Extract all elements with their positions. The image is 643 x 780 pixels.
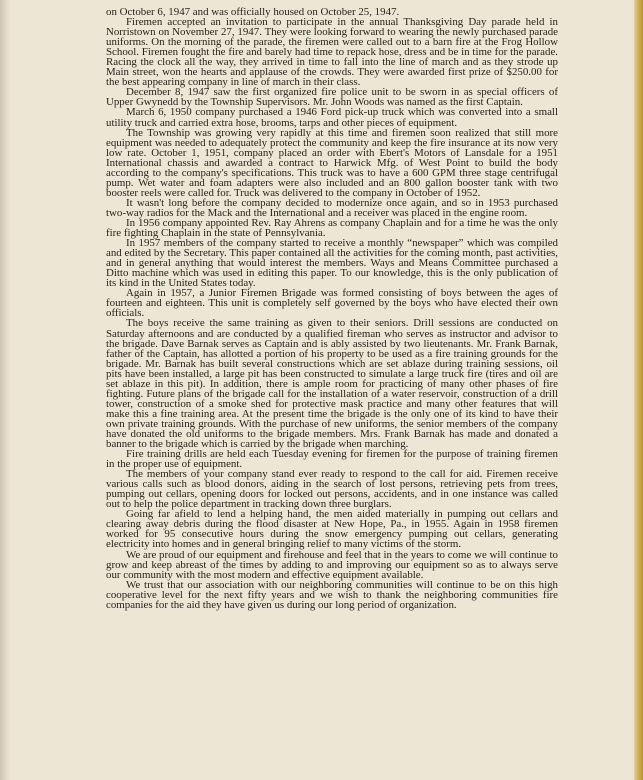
paragraph: Going far afield to lend a helping hand, the men aided materially in pumping out cellars and clearing away debris during the flood disaster at New Hope, Pa., in 1955. Again in 1958 firemen worked for 95 consecutive hours during the snow emergency pumping out cellars, generating electricity into homes and in general bringing relief to many victims of the storm. bbox=[106, 508, 558, 551]
paragraph: We are proud of our equipment and firehouse and feel that in the years to come we will continue to grow and keep abreast of the times by adding to and improving our equipment so as to always serve our community with the most modern and effective equipment available. bbox=[106, 548, 558, 581]
paragraph: December 8, 1947 saw the first organized fire police unit to be sworn in as special officers of Upper Gwynedd by the Township Supervisors. Mr. John Woods was named as the first Captain. bbox=[106, 86, 558, 109]
paragraph: Fire training drills are held each Tuesday evening for firemen for the purpose of training firemen in the proper use of equipment. bbox=[106, 448, 558, 471]
paragraph: The boys receive the same training as given to their seniors. Drill sessions are conducted on Saturday afternoons and are conducted by a qualified fireman who serves as instructor and advisor to the brigade. Dave Barnak serves as Captain and is ably assisted by two lieutenants. Mr. Frank Barnak, father of the Captain, has allotted a portion of his property to be used as a fire training grounds for the brigade. Mr. Barnak has built several constructions which are set ablaze during training sessions, oil pits have been installed, a large pit has been constructed to simulate a large truck fire (tires and oil are set ablaze in this pit). In addition, there is ample room for practicing of many other phases of fire fighting. Future plans of the brigade call for the installation of a water reservoir, construction of a drill tower, construction of a smoke shed for protective mask practice and many other features that will make this a fine training area. At the present time the brigade is the only one of its kind to have their own private training grounds. With the purchase of new uniforms, the senior members of the company have donated the old uniforms to the brigade members. Mrs. Frank Barnak has made and donated a banner to the brigade which is carried by the brigade when marching. bbox=[106, 317, 558, 451]
paragraph: Firemen accepted an invitation to participate in the annual Thanksgiving Day parade held in Norristown on November 27, 1947. They were looking forward to wearing the newly purchased parade uniforms. On the morning of the parade, the firemen were called out to a barn fire at the Frog Hollow School. Firemen fought the fire and barely had time to repack hose, dress and be in time for the parade. Racing the clock all the way, they arrived in time to fall into the line of march and as they strode up Main street, won the hearts and applause of the crowds. They were awarded first prize of $250.00 for the best appearing company in line of march in their class. bbox=[106, 16, 558, 89]
paragraph: We trust that our association with our neighboring communities will continue to be on this high cooperative level for the next fifty years and we wish to thank the neighboring communities fire companies for the aid they have given us during our long period of organization. bbox=[106, 578, 558, 611]
paragraph: In 1957 members of the company started to receive a monthly “newspaper” which was compiled and edited by the Secretary. This paper contained all the activities for the coming month, past activities, and in general anything that would interest the members. Ways and Means Committee purchased a Ditto machine which was used in editing this paper. To our knowledge, this is the only publication of its kind in the United States today. bbox=[106, 237, 558, 290]
paragraph: on October 6, 1947 and was officially housed on October 25, 1947. bbox=[106, 6, 400, 18]
body-text bbox=[106, 7, 558, 610]
paragraph: Again in 1957, a Junior Firemen Brigade was formed consisting of boys between the ages of fourteen and eighteen. This unit is completely self governed by the boys who have elected their own officials. bbox=[106, 287, 558, 320]
paragraph: In 1956 company appointed Rev. Ray Ahrens as company Chaplain and for a time he was the only fire fighting Chaplain in the state of Pennsylvania. bbox=[106, 216, 558, 240]
paragraph: It wasn't long before the company decided to modernize once again, and so in 1953 purchased two-way radios for the Mack and the International and a receiver was placed in the engine room. bbox=[106, 196, 558, 219]
binding-shadow bbox=[0, 0, 10, 780]
paragraph: The Township was growing very rapidly at this time and firemen soon realized that still more equipment was needed to adequately protect the community and keep the fire insurance at its now very low rate. October 1, 1951, company placed an order with Ebert's Motors of Lansdale for a 1951 International chassis and awarded a contract to Harwick Mfg. of West Point to build the body according to the company's specifications. This truck was to have a 600 GPM three stage centrifugal pump. Wet water and foam adapters were also included and an 800 gallon booster tank with two booster reels were called for. Truck was delivered to the company in October of 1952. bbox=[106, 126, 558, 199]
page-edge bbox=[634, 0, 643, 780]
paragraph: The members of your company stand ever ready to respond to the call for aid. Firemen receive various calls such as blood donors, aiding in the search of lost persons, retrieving pets from trees, pumping out cellars, opening doors for locked out persons, accidents, and in one instance was called out to help the police department in tracking down three burglars. bbox=[106, 468, 558, 511]
paragraph: March 6, 1950 company purchased a 1946 Ford pick-up truck which was converted into a small utility truck and carried extra hose, brooms, tarps and other pieces of equipment. bbox=[106, 106, 558, 129]
